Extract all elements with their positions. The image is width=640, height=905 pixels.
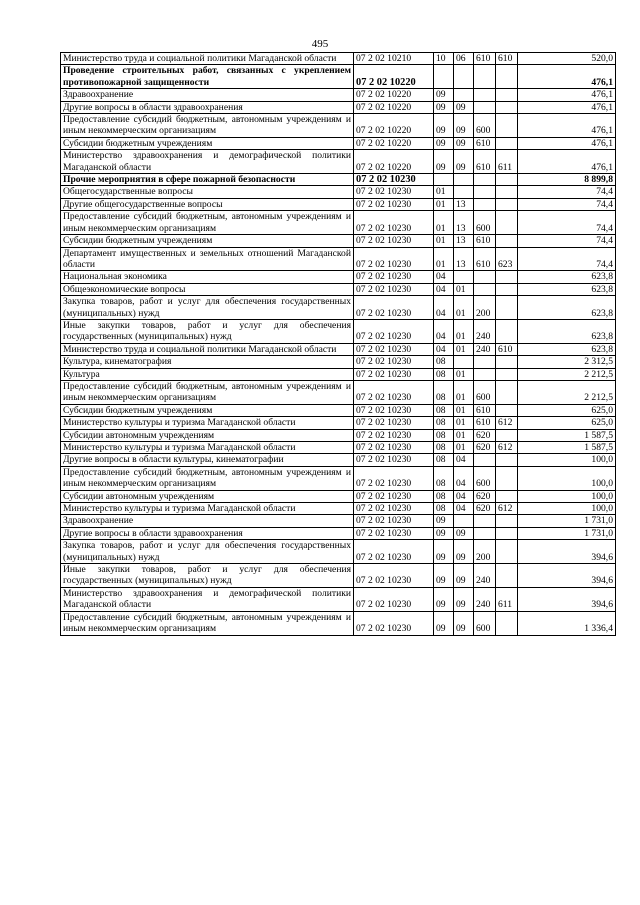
subsection-code-cell [454,186,474,198]
table-row [61,65,616,89]
section-code-cell: 09 [434,101,454,113]
expense-type-cell: 600 [474,380,496,404]
subsection-code-cell: 01 [454,296,474,320]
row-name-cell: Субсидии автономным учреждениям [61,490,354,502]
row-name-cell: Министерство здравоохранения и демографической политики Магаданской области [61,587,354,611]
section-code-cell: 09 [434,527,454,539]
section-code-cell: 09 [434,114,454,138]
subsection-code-cell: 13 [454,247,474,271]
table-row [61,417,616,429]
ministry-code-cell: 611 [496,150,518,174]
row-name-cell: Закупка товаров, работ и услуг для обеспечения государственных (муниципальных) нужд [61,296,354,320]
section-code-cell: 08 [434,380,454,404]
row-name-cell: Другие вопросы в области культуры, кинематографии [61,454,354,466]
section-code-cell: 08 [434,442,454,454]
ministry-code-cell [496,114,518,138]
target-code-cell: 07 2 02 10230 [354,174,434,186]
table-row [61,53,616,65]
expense-type-cell [474,186,496,198]
subsection-code-cell: 01 [454,380,474,404]
target-code-cell: 07 2 02 10230 [354,380,434,404]
budget-table-body [61,53,616,636]
section-code-cell: 08 [434,454,454,466]
ministry-code-cell: 612 [496,442,518,454]
row-name-cell: Министерство культуры и туризма Магаданской области [61,417,354,429]
amount-cell: 74,4 [518,198,616,210]
expense-type-cell: 600 [474,466,496,490]
section-code-cell: 04 [434,296,454,320]
row-name-cell: Культура [61,368,354,380]
amount-cell: 394,6 [518,540,616,564]
expense-type-cell [474,101,496,113]
target-code-cell: 07 2 02 10230 [354,611,434,635]
table-row [61,89,616,101]
row-name-cell: Предоставление субсидий бюджетным, автономным учреждениям и иным некоммерческим организациям [61,211,354,235]
section-code-cell: 09 [434,89,454,101]
target-code-cell: 07 2 02 10230 [354,404,434,416]
section-code-cell: 08 [434,404,454,416]
ministry-code-cell [496,271,518,283]
target-code-cell: 07 2 02 10230 [354,540,434,564]
subsection-code-cell: 04 [454,503,474,515]
section-code-cell: 01 [434,198,454,210]
expense-type-cell: 610 [474,150,496,174]
amount-cell: 476,1 [518,150,616,174]
target-code-cell: 07 2 02 10230 [354,296,434,320]
amount-cell: 1 587,5 [518,429,616,441]
amount-cell: 100,0 [518,454,616,466]
amount-cell: 74,4 [518,186,616,198]
subsection-code-cell: 06 [454,53,474,65]
table-row [61,186,616,198]
table-row [61,380,616,404]
subsection-code-cell: 01 [454,283,474,295]
table-row [61,296,616,320]
ministry-code-cell [496,515,518,527]
row-name-cell: Министерство труда и социальной политики Магаданской области [61,53,354,65]
target-code-cell: 07 2 02 10230 [354,587,434,611]
expense-type-cell [474,356,496,368]
ministry-code-cell [496,466,518,490]
table-row [61,101,616,113]
expense-type-cell: 610 [474,404,496,416]
subsection-code-cell: 01 [454,319,474,343]
row-name-cell: Иные закупки товаров, работ и услуг для обеспечения государственных (муниципальных) нужд [61,319,354,343]
target-code-cell: 07 2 02 10210 [354,53,434,65]
ministry-code-cell [496,137,518,149]
row-name-cell: Общегосударственные вопросы [61,186,354,198]
row-name-cell: Субсидии автономным учреждениям [61,429,354,441]
ministry-code-cell [496,368,518,380]
subsection-code-cell [454,515,474,527]
subsection-code-cell [454,356,474,368]
row-name-cell: Другие общегосударственные вопросы [61,198,354,210]
expense-type-cell: 610 [474,247,496,271]
section-code-cell: 01 [434,211,454,235]
subsection-code-cell: 01 [454,417,474,429]
amount-cell: 2 212,5 [518,368,616,380]
row-name-cell: Проведение строительных работ, связанных с укреплением противопожарной защищенности [61,65,354,89]
ministry-code-cell: 610 [496,53,518,65]
target-code-cell: 07 2 02 10230 [354,211,434,235]
expense-type-cell: 200 [474,296,496,320]
amount-cell: 625,0 [518,404,616,416]
expense-type-cell: 240 [474,587,496,611]
amount-cell: 623,8 [518,283,616,295]
budget-table [60,52,616,636]
row-name-cell: Другие вопросы в области здравоохранения [61,101,354,113]
section-code-cell: 09 [434,515,454,527]
ministry-code-cell [496,174,518,186]
amount-cell: 100,0 [518,490,616,502]
expense-type-cell [474,271,496,283]
table-row [61,540,616,564]
amount-cell: 74,4 [518,247,616,271]
row-name-cell: Министерство здравоохранения и демографической политики Магаданской области [61,150,354,174]
table-row [61,368,616,380]
ministry-code-cell: 611 [496,587,518,611]
ministry-code-cell [496,101,518,113]
amount-cell: 623,8 [518,296,616,320]
ministry-code-cell [496,319,518,343]
row-name-cell: Предоставление субсидий бюджетным, автономным учреждениям и иным некоммерческим организациям [61,611,354,635]
subsection-code-cell: 13 [454,211,474,235]
amount-cell: 476,1 [518,65,616,89]
target-code-cell: 07 2 02 10220 [354,114,434,138]
ministry-code-cell [496,611,518,635]
subsection-code-cell: 04 [454,466,474,490]
ministry-code-cell [496,380,518,404]
amount-cell: 476,1 [518,89,616,101]
section-code-cell: 10 [434,53,454,65]
target-code-cell: 07 2 02 10230 [354,271,434,283]
section-code-cell: 01 [434,247,454,271]
row-name-cell: Культура, кинематография [61,356,354,368]
target-code-cell: 07 2 02 10230 [354,235,434,247]
section-code-cell: 08 [434,490,454,502]
subsection-code-cell: 09 [454,101,474,113]
row-name-cell: Иные закупки товаров, работ и услуг для обеспечения государственных (муниципальных) нужд [61,564,354,588]
row-name-cell: Министерство культуры и туризма Магаданской области [61,442,354,454]
amount-cell: 1 587,5 [518,442,616,454]
amount-cell: 100,0 [518,503,616,515]
expense-type-cell: 620 [474,503,496,515]
ministry-code-cell [496,564,518,588]
table-row [61,137,616,149]
section-code-cell: 09 [434,540,454,564]
table-row [61,466,616,490]
row-name-cell: Субсидии бюджетным учреждениям [61,235,354,247]
table-row [61,611,616,635]
row-name-cell: Национальная экономика [61,271,354,283]
expense-type-cell [474,454,496,466]
amount-cell: 625,0 [518,417,616,429]
ministry-code-cell [496,404,518,416]
section-code-cell: 04 [434,283,454,295]
target-code-cell: 07 2 02 10230 [354,368,434,380]
section-code-cell: 09 [434,564,454,588]
table-row [61,454,616,466]
row-name-cell: Субсидии бюджетным учреждениям [61,137,354,149]
target-code-cell: 07 2 02 10230 [354,186,434,198]
expense-type-cell: 600 [474,211,496,235]
amount-cell: 74,4 [518,211,616,235]
target-code-cell: 07 2 02 10230 [354,490,434,502]
row-name-cell: Предоставление субсидий бюджетным, автономным учреждениям и иным некоммерческим организациям [61,380,354,404]
target-code-cell: 07 2 02 10230 [354,454,434,466]
ministry-code-cell [496,211,518,235]
table-row [61,587,616,611]
subsection-code-cell: 01 [454,343,474,355]
amount-cell: 8 899,8 [518,174,616,186]
subsection-code-cell: 01 [454,442,474,454]
expense-type-cell: 200 [474,540,496,564]
target-code-cell: 07 2 02 10230 [354,527,434,539]
row-name-cell: Прочие мероприятия в сфере пожарной безопасности [61,174,354,186]
section-code-cell [434,65,454,89]
ministry-code-cell [496,283,518,295]
section-code-cell: 09 [434,611,454,635]
subsection-code-cell: 04 [454,454,474,466]
ministry-code-cell [496,89,518,101]
table-row [61,150,616,174]
table-row [61,503,616,515]
section-code-cell: 04 [434,271,454,283]
expense-type-cell [474,368,496,380]
row-name-cell: Министерство труда и социальной политики Магаданской области [61,343,354,355]
target-code-cell: 07 2 02 10230 [354,503,434,515]
ministry-code-cell [496,296,518,320]
amount-cell: 623,8 [518,343,616,355]
table-row [61,198,616,210]
section-code-cell: 04 [434,343,454,355]
expense-type-cell: 600 [474,114,496,138]
subsection-code-cell: 13 [454,235,474,247]
target-code-cell: 07 2 02 10230 [354,515,434,527]
expense-type-cell: 240 [474,564,496,588]
table-row [61,235,616,247]
expense-type-cell: 620 [474,429,496,441]
expense-type-cell [474,527,496,539]
table-row [61,404,616,416]
subsection-code-cell: 09 [454,114,474,138]
amount-cell: 476,1 [518,114,616,138]
subsection-code-cell [454,174,474,186]
expense-type-cell [474,174,496,186]
section-code-cell: 08 [434,368,454,380]
subsection-code-cell: 09 [454,527,474,539]
expense-type-cell [474,65,496,89]
subsection-code-cell: 09 [454,540,474,564]
subsection-code-cell [454,65,474,89]
table-row [61,343,616,355]
ministry-code-cell [496,454,518,466]
amount-cell: 520,0 [518,53,616,65]
expense-type-cell [474,283,496,295]
amount-cell: 1 731,0 [518,527,616,539]
table-row [61,515,616,527]
table-row [61,319,616,343]
amount-cell: 2 312,5 [518,356,616,368]
expense-type-cell [474,89,496,101]
ministry-code-cell [496,186,518,198]
amount-cell: 394,6 [518,587,616,611]
row-name-cell: Предоставление субсидий бюджетным, автономным учреждениям и иным некоммерческим организациям [61,114,354,138]
ministry-code-cell: 612 [496,503,518,515]
expense-type-cell: 610 [474,235,496,247]
subsection-code-cell [454,89,474,101]
target-code-cell: 07 2 02 10230 [354,247,434,271]
ministry-code-cell [496,490,518,502]
section-code-cell: 09 [434,137,454,149]
target-code-cell: 07 2 02 10230 [354,343,434,355]
ministry-code-cell [496,527,518,539]
subsection-code-cell: 04 [454,490,474,502]
expense-type-cell: 240 [474,343,496,355]
row-name-cell: Здравоохранение [61,89,354,101]
target-code-cell: 07 2 02 10220 [354,101,434,113]
section-code-cell: 04 [434,319,454,343]
target-code-cell: 07 2 02 10230 [354,442,434,454]
amount-cell: 74,4 [518,235,616,247]
table-row [61,271,616,283]
amount-cell: 476,1 [518,101,616,113]
amount-cell: 1 731,0 [518,515,616,527]
target-code-cell: 07 2 02 10230 [354,198,434,210]
amount-cell: 623,8 [518,271,616,283]
table-row [61,114,616,138]
expense-type-cell: 610 [474,417,496,429]
amount-cell: 1 336,4 [518,611,616,635]
section-code-cell: 08 [434,356,454,368]
row-name-cell: Общеэкономические вопросы [61,283,354,295]
table-row [61,564,616,588]
target-code-cell: 07 2 02 10220 [354,137,434,149]
subsection-code-cell: 13 [454,198,474,210]
target-code-cell: 07 2 02 10230 [354,356,434,368]
subsection-code-cell: 09 [454,587,474,611]
ministry-code-cell: 623 [496,247,518,271]
section-code-cell [434,174,454,186]
section-code-cell: 09 [434,150,454,174]
table-row [61,283,616,295]
amount-cell: 2 212,5 [518,380,616,404]
section-code-cell: 08 [434,466,454,490]
expense-type-cell [474,515,496,527]
target-code-cell: 07 2 02 10220 [354,150,434,174]
subsection-code-cell: 09 [454,150,474,174]
ministry-code-cell: 610 [496,343,518,355]
row-name-cell: Министерство культуры и туризма Магаданской области [61,503,354,515]
table-row [61,356,616,368]
row-name-cell: Предоставление субсидий бюджетным, автономным учреждениям и иным некоммерческим организациям [61,466,354,490]
subsection-code-cell: 01 [454,368,474,380]
subsection-code-cell: 01 [454,404,474,416]
section-code-cell: 08 [434,429,454,441]
target-code-cell: 07 2 02 10220 [354,65,434,89]
target-code-cell: 07 2 02 10230 [354,564,434,588]
amount-cell: 100,0 [518,466,616,490]
amount-cell: 394,6 [518,564,616,588]
page-number: 495 [311,38,329,50]
expense-type-cell: 620 [474,442,496,454]
section-code-cell: 08 [434,503,454,515]
ministry-code-cell [496,540,518,564]
ministry-code-cell [496,65,518,89]
row-name-cell: Другие вопросы в области здравоохранения [61,527,354,539]
table-row [61,490,616,502]
table-row [61,429,616,441]
expense-type-cell: 240 [474,319,496,343]
amount-cell: 476,1 [518,137,616,149]
table-row [61,174,616,186]
section-code-cell: 01 [434,235,454,247]
ministry-code-cell [496,356,518,368]
target-code-cell: 07 2 02 10230 [354,283,434,295]
section-code-cell: 09 [434,587,454,611]
amount-cell: 623,8 [518,319,616,343]
subsection-code-cell: 09 [454,564,474,588]
expense-type-cell: 620 [474,490,496,502]
ministry-code-cell: 612 [496,417,518,429]
row-name-cell: Закупка товаров, работ и услуг для обеспечения государственных (муниципальных) нужд [61,540,354,564]
section-code-cell: 08 [434,417,454,429]
subsection-code-cell: 09 [454,137,474,149]
ministry-code-cell [496,429,518,441]
subsection-code-cell [454,271,474,283]
target-code-cell: 07 2 02 10230 [354,466,434,490]
target-code-cell: 07 2 02 10220 [354,89,434,101]
target-code-cell: 07 2 02 10230 [354,319,434,343]
subsection-code-cell: 09 [454,611,474,635]
ministry-code-cell [496,235,518,247]
target-code-cell: 07 2 02 10230 [354,429,434,441]
subsection-code-cell: 01 [454,429,474,441]
table-row [61,442,616,454]
row-name-cell: Здравоохранение [61,515,354,527]
table-row [61,247,616,271]
expense-type-cell [474,198,496,210]
table-row [61,527,616,539]
expense-type-cell: 610 [474,53,496,65]
row-name-cell: Департамент имущественных и земельных отношений Магаданской области [61,247,354,271]
row-name-cell: Субсидии бюджетным учреждениям [61,404,354,416]
target-code-cell: 07 2 02 10230 [354,417,434,429]
table-row [61,211,616,235]
section-code-cell: 01 [434,186,454,198]
ministry-code-cell [496,198,518,210]
expense-type-cell: 600 [474,611,496,635]
expense-type-cell: 610 [474,137,496,149]
